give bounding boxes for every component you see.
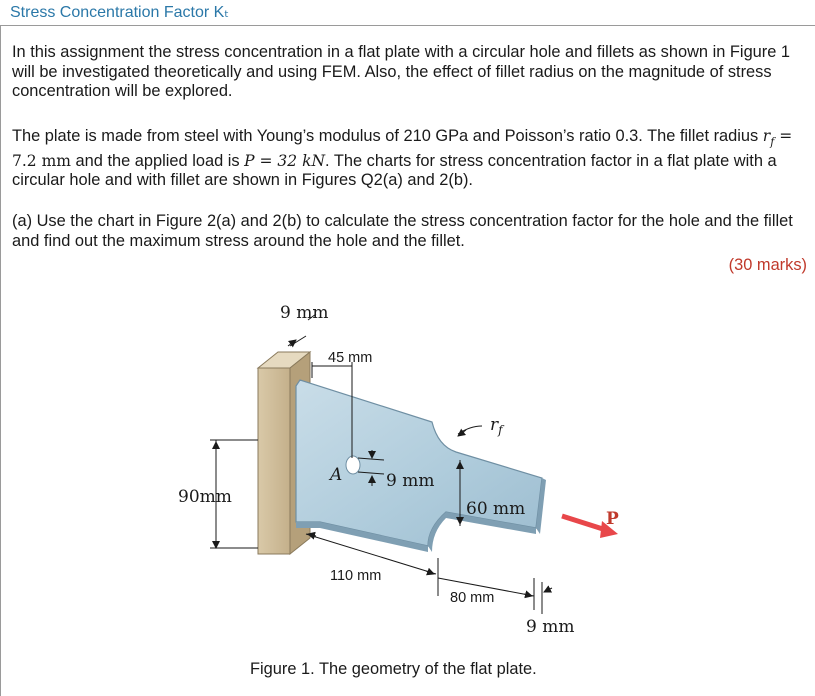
fillet-radius-subscript: f — [770, 135, 775, 149]
left-border — [0, 26, 1, 696]
material-text-b: and the applied load is — [70, 151, 245, 170]
material-text-c: . The charts for stress concentration factor in a flat plate with a circular hole and with fillet are shown in Figures Q2(a) and 2(b). — [12, 151, 777, 190]
fillet-radius-label-sub: f — [498, 423, 503, 437]
dim-end-thickness-label: 9 mm — [526, 617, 575, 637]
fillet-radius-label-r: r — [490, 415, 499, 435]
point-a-label: A — [330, 465, 343, 485]
material-paragraph — [12, 127, 807, 191]
dim-thickness-label: 9 mm — [280, 303, 329, 323]
dim-hole-offset-label: 45 mm — [328, 350, 373, 366]
load-value: = 32 kN — [254, 151, 326, 170]
caption-text: . The geometry of the flat plate. — [310, 660, 537, 678]
figure-caption — [250, 660, 537, 679]
fillet-radius-value: = 7.2 mm — [12, 127, 793, 170]
dim-narrow-width-label: 60 mm — [466, 499, 526, 519]
load-symbol: P — [244, 151, 255, 170]
caption-prefix: Figure 1 — [250, 660, 311, 678]
load-label: P — [606, 509, 619, 529]
intro-paragraph: In this assignment the stress concentration in a flat plate with a circular hole and fillets as shown in Figure 1 will be investigated theoretically and using FEM. Also, the effect of fillet radius on the magnitude of stress concentration will be explored. — [12, 43, 791, 100]
dim-narrow-length-label: 80 mm — [450, 590, 495, 606]
dim-width-label: 90mm — [178, 487, 232, 507]
fillet-radius-symbol: r — [762, 127, 771, 145]
question-a-paragraph: (a) Use the chart in Figure 2(a) and 2(b) to calculate the stress concentration factor for the hole and the fillet and find out the maximum stress around the hole and the fillet. — [12, 212, 793, 250]
material-text-a: The plate is made from steel with Young’s modulus of 210 GPa and Poisson’s ratio 0.3. The fillet radius — [12, 127, 763, 145]
fillet-radius-label — [490, 415, 505, 437]
figure-plate-geometry — [170, 290, 640, 650]
marks-label: (30 marks) — [728, 256, 807, 274]
dim-hole-diameter-label: 9 mm — [386, 471, 435, 491]
page-title: Stress Concentration Factor Kₜ — [10, 4, 230, 21]
plate-diagram — [170, 290, 640, 650]
dim-wide-length-label: 110 mm — [330, 568, 382, 584]
title-bar — [0, 0, 815, 26]
